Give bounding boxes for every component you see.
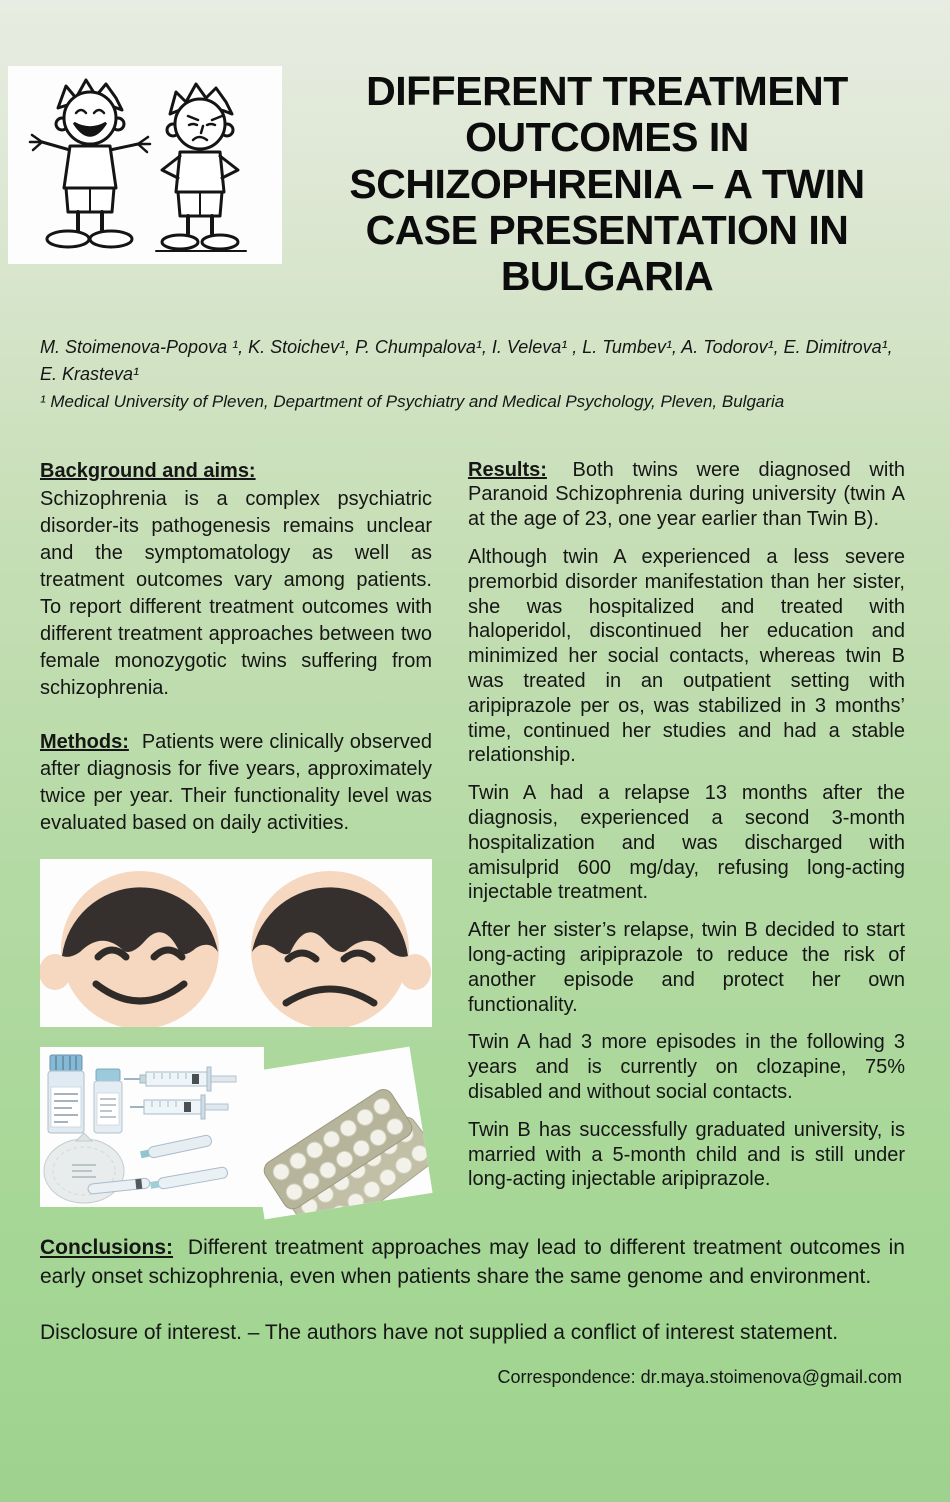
section-methods xyxy=(40,729,432,837)
results-text: Both twins were diagnosed with Paranoid Schizophrenia during university (twin A at the age of 23, one year earlier than Twin B). xyxy=(468,458,906,531)
content-columns xyxy=(40,458,905,1207)
title-line: BULGARIA xyxy=(500,253,714,300)
authors-block xyxy=(40,334,908,412)
kids-cartoon-drawing xyxy=(8,66,282,264)
kids-cartoon-figure xyxy=(8,66,282,264)
authors-line: M. Stoimenova-Popova ¹, K. Stoichev¹, P. Chumpalova¹, I. Veleva¹ , L. Tumbev¹, A. Todorov¹, E. Dimitrova¹, E. Krasteva¹ xyxy=(40,336,893,384)
results-paragraph: Twin A had 3 more episodes in the following 3 years and is currently on clozapine, 75% disabled and without social contacts. xyxy=(468,1031,905,1103)
title-line: SCHIZOPHRENIA – A TWIN xyxy=(349,160,865,207)
title-line: OUTCOMES IN xyxy=(465,114,749,161)
pills-figure xyxy=(241,1046,432,1219)
title-line: DIFFERENT TREATMENT xyxy=(366,68,848,114)
methods-heading: Methods: xyxy=(40,730,129,753)
conclusions-heading: Conclusions: xyxy=(40,1235,174,1259)
twin-faces-figure xyxy=(40,859,432,1027)
affiliation-line: ¹ Medical University of Pleven, Department of Psychiatry and Medical Psychology, Pleven, Bulgaria xyxy=(40,391,785,411)
section-conclusions xyxy=(40,1233,905,1291)
results-paragraph: After her sister’s relapse, twin B decided to start long-acting aripiprazole to reduce the risk of another episode and protect her own functionality. xyxy=(468,919,905,1016)
methods-body: Patients were clinically observed after diagnosis for five years, approximately twice per year. Their functionality level was evaluated based on daily activities. xyxy=(40,730,432,834)
results-paragraph xyxy=(468,458,905,532)
vials-syringes-illustration xyxy=(40,1047,264,1207)
results-paragraph: Although twin A experienced a less severe premorbid disorder manifestation than her sister, she was hospitalized and treated with haloperidol, discontinued her education and minimized her social contacts, whereas twin B was treated in an outpatient setting with aripiprazole per os, was stabilized in 3 months’ time, continued her studies and had a stable relationship. xyxy=(468,546,905,767)
conclusions-body: Different treatment approaches may lead to different treatment outcomes in early onset schizophrenia, even when patients share the same genome and environment. xyxy=(40,1235,905,1288)
twin-faces-illustration xyxy=(40,859,432,1027)
background-body: Schizophrenia is a complex psychiatric disorder-its pathogenesis remains unclear and the symptomatology as well as treatment outcomes vary among patients. To report different treatment outcomes with different treatment approaches between two female monozygotic twins suffering from schizophrenia. xyxy=(40,487,432,699)
injectables-figure xyxy=(40,1047,264,1207)
results-paragraph: Twin A had a relapse 13 months after the diagnosis, experienced a second 3-month hospitalization and was discharged with amisulprid 600 mg/day, refusing long-acting injectable treatment. xyxy=(468,782,905,904)
results-heading: Results: xyxy=(468,458,547,481)
section-background xyxy=(40,458,432,702)
medication-figures xyxy=(40,1047,432,1207)
poster-title xyxy=(282,66,922,300)
blister-packs-illustration xyxy=(241,1046,432,1219)
header xyxy=(0,0,950,300)
right-column xyxy=(468,458,905,1206)
left-column xyxy=(40,458,432,1207)
results-paragraph: Twin B has successfully graduated university, is married with a 5-month child and is still under long-acting injectable aripiprazole. xyxy=(468,1118,905,1191)
correspondence-text: Correspondence: dr.maya.stoimenova@gmail.com xyxy=(497,1366,902,1387)
title-line: CASE PRESENTATION IN xyxy=(365,206,849,253)
disclosure-text: Disclosure of interest. – The authors have not supplied a conflict of interest statement. xyxy=(40,1320,839,1344)
section-results xyxy=(468,458,905,1193)
background-heading: Background and aims: xyxy=(40,459,256,482)
